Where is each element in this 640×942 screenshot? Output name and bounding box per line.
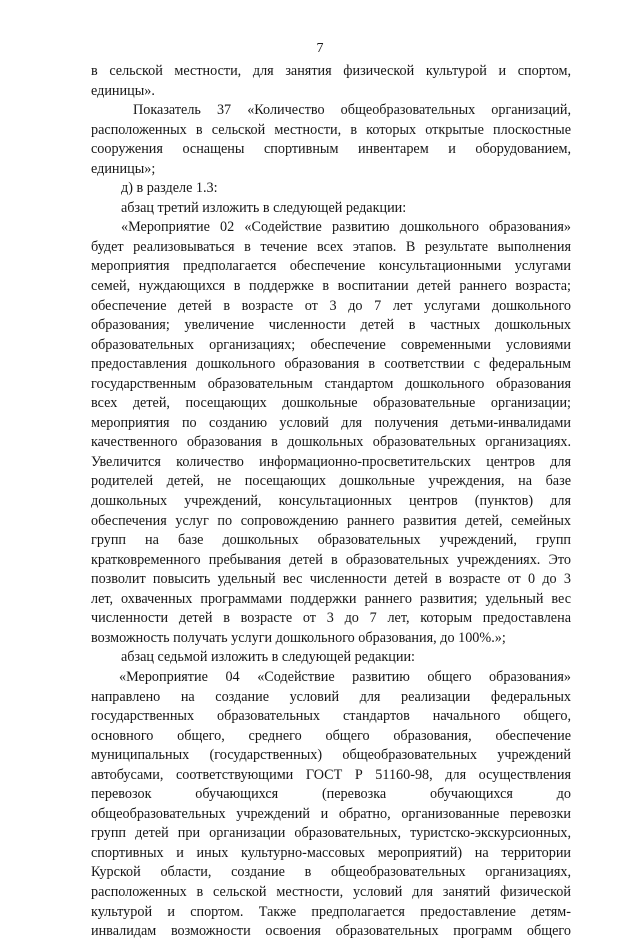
- text-line: образования; увеличение численности детей в частных дошкольных: [91, 317, 571, 334]
- text-line: перевозок обучающихся (перевозка обучающихся до: [91, 786, 571, 803]
- text-line: инвалидам возможности освоения образовательных программ общего: [91, 923, 571, 940]
- text-line: предоставления дошкольного образования в соответствии с федеральным: [91, 356, 571, 373]
- text-line: мероприятия предполагается обеспечение консультационными услугами: [91, 258, 571, 275]
- text-line: основного общего, среднего общего образования, обеспечение: [91, 727, 571, 744]
- text-line: сооружения оснащены спортивным инвентарем и оборудованием,: [91, 141, 571, 158]
- text-line: автобусами, соответствующими ГОСТ Р 51160-98, для осуществления: [91, 766, 571, 783]
- text-line: обеспечения услуг по сопровождению раннего развития детей, семейных: [91, 512, 571, 529]
- text-line: спортивных и иных культурно-массовых мероприятий) на территории: [91, 844, 571, 861]
- text-line: общеобразовательных учреждений и обратно, организованные перевозки: [91, 805, 571, 822]
- text-line: Увеличится количество информационно-просветительских центров для: [91, 453, 571, 470]
- text-line: дошкольных учреждений, консультационных центров (пунктов) для: [91, 493, 571, 510]
- page-number: 7: [316, 41, 324, 56]
- text-line: Показатель 37 «Количество общеобразовательных организаций,: [133, 102, 571, 119]
- text-line: культурой и спортом. Также предполагается предоставление детям-: [91, 903, 571, 920]
- text-line: групп на базе дошкольных образовательных учреждений, групп: [91, 532, 571, 549]
- text-line: семей, нуждающихся в поддержке в воспитании детей раннего возраста;: [91, 278, 571, 295]
- text-line: всех детей, посещающих дошкольные образовательные организации;: [91, 395, 571, 412]
- text-line: расположенных в сельской местности, в которых открытые плоскостные: [91, 121, 571, 138]
- text-line: лет, охваченных программами поддержки раннего развития; удельный вес: [91, 590, 571, 607]
- text-line: направлено на создание условий для реализации федеральных: [91, 688, 571, 705]
- text-line: мероприятия по созданию условий для получения детьми-инвалидами: [91, 414, 571, 431]
- text-line: образовательных организациях; обеспечение современными условиями: [91, 336, 571, 353]
- text-line: «Мероприятие 04 «Содействие развитию общего образования»: [119, 668, 571, 685]
- text-line: д) в разделе 1.3:: [121, 180, 218, 197]
- text-line: численности детей в возрасте от 3 до 7 лет, которым предоставлена: [91, 610, 571, 627]
- document-body: [91, 62, 571, 942]
- text-line: качественного образования в дошкольных образовательных организациях.: [91, 434, 571, 451]
- text-line: будет реализовываться в течение всех этапов. В результате выполнения: [91, 238, 571, 255]
- text-line: единицы»;: [91, 160, 156, 177]
- text-line: в сельской местности, для занятия физической культурой и спортом,: [91, 63, 571, 79]
- text-line: государственных образовательных стандартов начального общего,: [91, 708, 571, 725]
- text-line: расположенных в сельской местности, условий для занятий физической: [91, 883, 571, 900]
- text-line: кратковременного пребывания детей в образовательных учреждениях. Это: [91, 551, 571, 568]
- text-line: государственным образовательным стандартом дошкольного образования: [91, 375, 571, 392]
- text-line: позволит повысить удельный вес численности детей в возрасте от 0 до 3: [91, 571, 571, 588]
- text-line: абзац третий изложить в следующей редакции:: [121, 199, 407, 216]
- text-line: муниципальных (государственных) общеобразовательных учреждений: [91, 747, 571, 764]
- text-line: единицы».: [91, 82, 155, 99]
- text-line: абзац седьмой изложить в следующей редакции:: [121, 649, 416, 666]
- text-line: Курской области, создание в общеобразовательных организациях,: [91, 864, 571, 881]
- text-line: обеспечение детей в возрасте от 3 до 7 лет услугами дошкольного: [91, 297, 571, 314]
- text-line: возможность получать услуги дошкольного образования, до 100%.»;: [91, 629, 506, 646]
- text-line: групп детей при организации образовательных, туристско-экскурсионных,: [91, 825, 571, 842]
- text-line: родителей детей, не посещающих дошкольные учреждения, на базе: [91, 473, 571, 490]
- text-line: «Мероприятие 02 «Содействие развитию дошкольного образования»: [121, 219, 571, 236]
